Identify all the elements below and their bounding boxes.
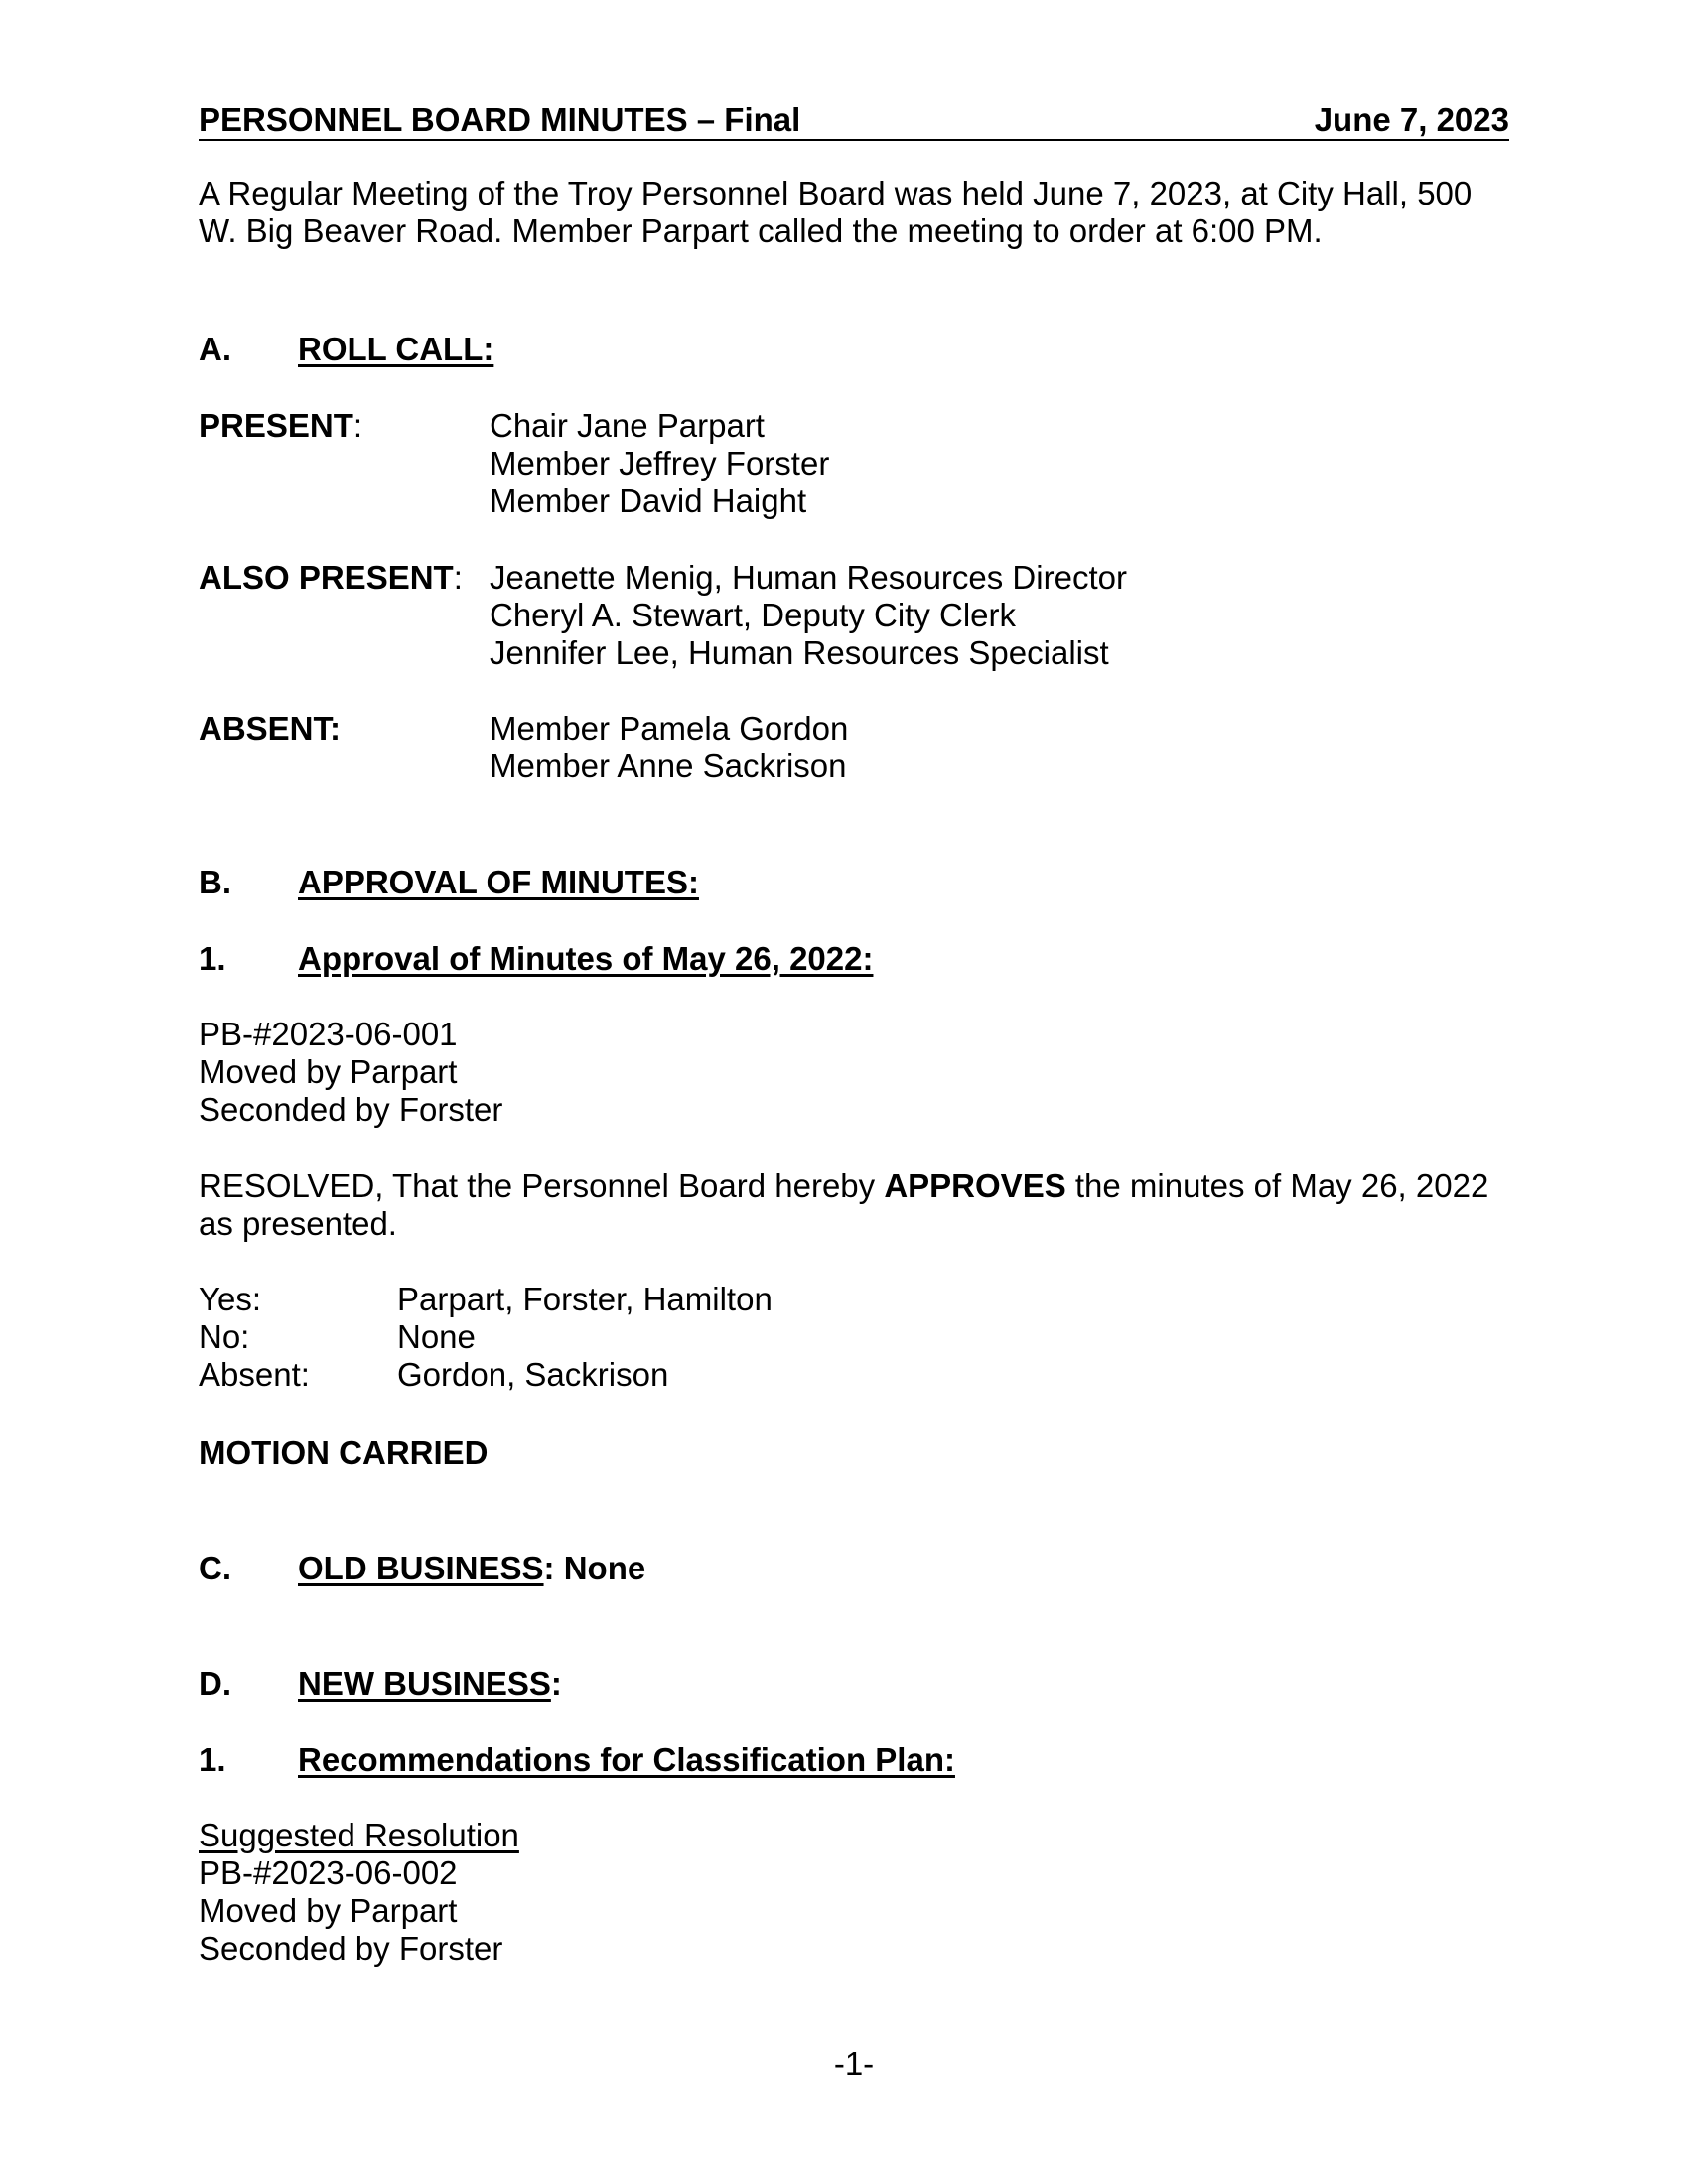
section-a-title: ROLL CALL: (298, 331, 494, 367)
motion-1-seconded: Seconded by Forster (199, 1091, 503, 1128)
section-b-title: APPROVAL OF MINUTES: (298, 864, 699, 900)
also-present-row (199, 559, 1127, 672)
item-d1-title: Recommendations for Classification Plan: (298, 1741, 955, 1778)
vote-value: Parpart, Forster, Hamilton (397, 1281, 773, 1317)
section-c-heading (199, 1550, 645, 1587)
document-header (199, 99, 1509, 141)
suggested-resolution-label: Suggested Resolution (199, 1817, 519, 1853)
item-d1-heading (199, 1741, 955, 1779)
intro-line-2: W. Big Beaver Road. Member Parpart called the meeting to order at 6:00 PM. (199, 212, 1323, 249)
item-b1-number: 1. (199, 940, 226, 977)
also-present-name: Jennifer Lee, Human Resources Specialist (490, 634, 1109, 671)
section-c-suffix: : None (543, 1550, 646, 1586)
header-date: June 7, 2023 (1314, 101, 1509, 138)
also-present-names (490, 559, 1127, 672)
motion-2-seconded: Seconded by Forster (199, 1930, 503, 1967)
motion-2-block (199, 1817, 519, 1968)
vote-row-absent (199, 1356, 773, 1394)
motion-1-moved: Moved by Parpart (199, 1053, 458, 1090)
resolution-line-1: RESOLVED, That the Personnel Board hereby APPROVES the minutes of May 26, 2022 (199, 1167, 1489, 1204)
present-names (490, 407, 829, 520)
resolution-line-2: as presented. (199, 1205, 397, 1242)
vote-label: No: (199, 1318, 250, 1355)
intro-line-1: A Regular Meeting of the Troy Personnel Board was held June 7, 2023, at City Hall, 500 (199, 175, 1473, 211)
section-c-title: OLD BUSINESS (298, 1550, 544, 1586)
vote-value: None (397, 1318, 476, 1355)
also-present-name: Jeanette Menig, Human Resources Director (490, 559, 1127, 596)
item-b1-heading (199, 940, 873, 978)
motion-1-votes (199, 1281, 773, 1394)
document-page (199, 0, 1509, 2184)
section-c-letter: C. (199, 1550, 231, 1586)
section-d-suffix: : (550, 1665, 562, 1702)
vote-label: Yes: (199, 1281, 262, 1317)
section-a-heading (199, 331, 493, 368)
motion-1-id: PB-#2023-06-001 (199, 1016, 458, 1052)
page-number: -1- (833, 2045, 875, 2082)
vote-label: Absent: (199, 1356, 310, 1393)
absent-label: ABSENT: (199, 710, 342, 747)
vote-row-yes (199, 1281, 773, 1318)
motion-1-result: MOTION CARRIED (199, 1434, 489, 1471)
vote-value: Gordon, Sackrison (397, 1356, 669, 1393)
header-title: PERSONNEL BOARD MINUTES – Final (199, 101, 801, 138)
section-d-letter: D. (199, 1665, 231, 1702)
absent-row (199, 710, 848, 785)
section-d-heading (199, 1665, 562, 1703)
intro-paragraph (199, 175, 1472, 250)
section-d-title: NEW BUSINESS (298, 1665, 551, 1702)
absent-name: Member Pamela Gordon (490, 710, 849, 747)
motion-1-resolution (199, 1167, 1488, 1243)
also-present-name: Cheryl A. Stewart, Deputy City Clerk (490, 597, 1016, 633)
absent-name: Member Anne Sackrison (490, 748, 847, 784)
motion-1-block (199, 1016, 502, 1129)
absent-names (490, 710, 848, 785)
present-row (199, 407, 829, 520)
section-b-heading (199, 864, 699, 901)
section-a-letter: A. (199, 331, 231, 367)
motion-2-id: PB-#2023-06-002 (199, 1854, 458, 1891)
resolution-approves: APPROVES (884, 1167, 1066, 1204)
present-label: PRESENT: (199, 407, 363, 444)
section-b-letter: B. (199, 864, 231, 900)
present-name: Member David Haight (490, 482, 807, 519)
motion-2-moved: Moved by Parpart (199, 1892, 458, 1929)
also-present-label: ALSO PRESENT: (199, 559, 463, 596)
present-name: Member Jeffrey Forster (490, 445, 830, 481)
item-b1-title: Approval of Minutes of May 26, 2022: (298, 940, 874, 977)
item-d1-number: 1. (199, 1741, 226, 1778)
present-name: Chair Jane Parpart (490, 407, 765, 444)
vote-row-no (199, 1318, 773, 1356)
